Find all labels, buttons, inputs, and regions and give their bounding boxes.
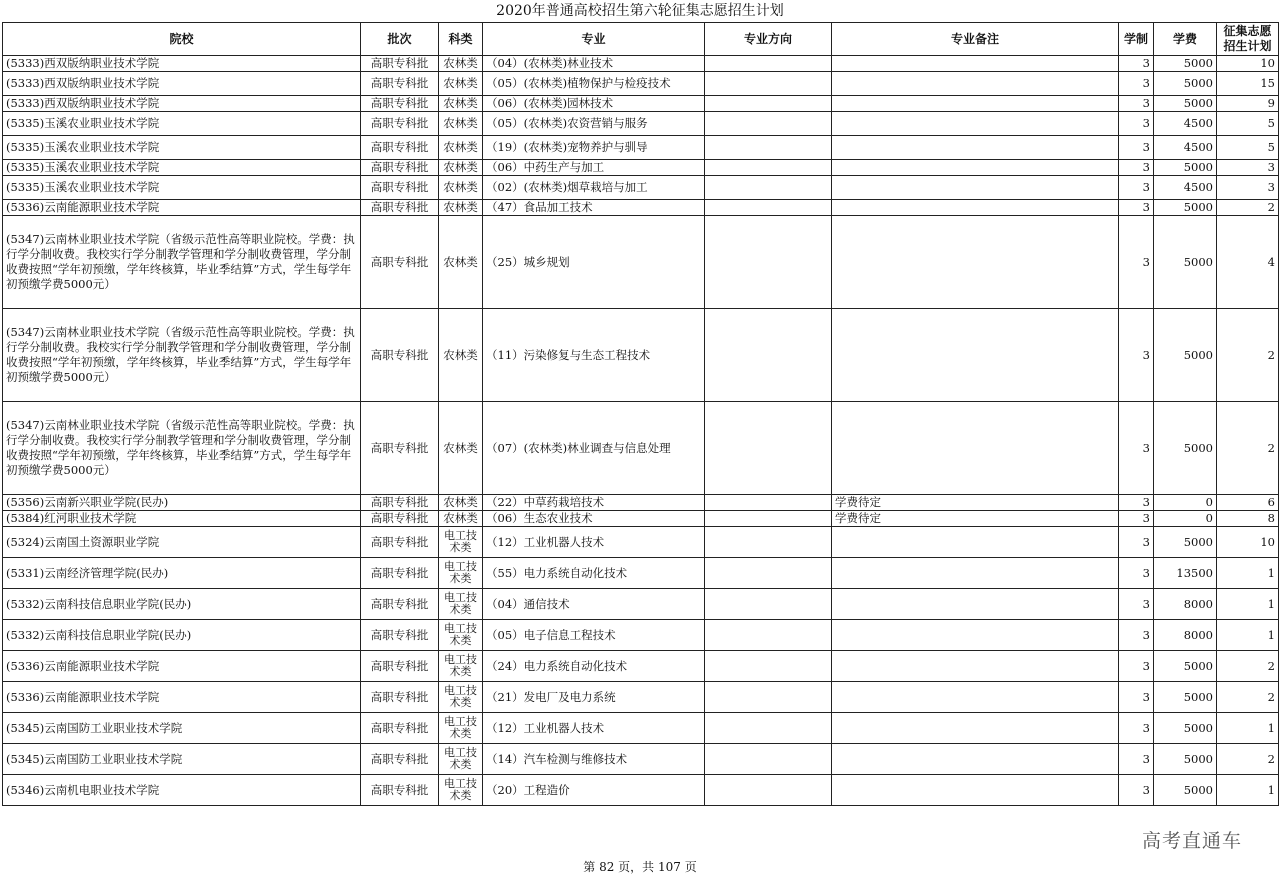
table-row — [3, 713, 1279, 744]
cell-fee: 5000 — [1154, 682, 1217, 713]
cell-direction — [705, 682, 832, 713]
cell-major: （24）电力系统自动化技术 — [483, 651, 705, 682]
cell-fee: 5000 — [1154, 56, 1217, 72]
cell-major: （12）工业机器人技术 — [483, 713, 705, 744]
cell-school: (5324)云南国土资源职业学院 — [3, 527, 361, 558]
cell-category: 电工技术类 — [439, 775, 483, 806]
cell-fee: 0 — [1154, 495, 1217, 511]
cell-note: 学费待定 — [832, 511, 1119, 527]
cell-category: 农林类 — [439, 402, 483, 495]
cell-years: 3 — [1119, 160, 1154, 176]
cell-note — [832, 558, 1119, 589]
cell-note: 学费待定 — [832, 495, 1119, 511]
cell-category: 电工技术类 — [439, 589, 483, 620]
cell-note — [832, 200, 1119, 216]
table-row — [3, 56, 1279, 72]
cell-direction — [705, 620, 832, 651]
table-header-row — [3, 23, 1279, 56]
cell-major: （47）食品加工技术 — [483, 200, 705, 216]
cell-direction — [705, 402, 832, 495]
cell-batch: 高职专科批 — [361, 495, 439, 511]
cell-school: (5356)云南新兴职业学院(民办) — [3, 495, 361, 511]
cell-category: 农林类 — [439, 72, 483, 96]
cell-plan: 8 — [1217, 511, 1279, 527]
watermark: 高考直通车 — [1142, 830, 1243, 852]
cell-years: 3 — [1119, 56, 1154, 72]
cell-direction — [705, 495, 832, 511]
cell-major: （20）工程造价 — [483, 775, 705, 806]
cell-note — [832, 744, 1119, 775]
table-body — [3, 56, 1279, 806]
cell-batch: 高职专科批 — [361, 527, 439, 558]
header-note: 专业备注 — [832, 23, 1119, 56]
cell-category: 电工技术类 — [439, 651, 483, 682]
cell-batch: 高职专科批 — [361, 682, 439, 713]
cell-direction — [705, 216, 832, 309]
cell-plan: 9 — [1217, 96, 1279, 112]
cell-batch: 高职专科批 — [361, 56, 439, 72]
cell-school: (5335)玉溪农业职业技术学院 — [3, 176, 361, 200]
cell-major: （05）(农林类)植物保护与检疫技术 — [483, 72, 705, 96]
cell-school: (5345)云南国防工业职业技术学院 — [3, 744, 361, 775]
cell-school: (5346)云南机电职业技术学院 — [3, 775, 361, 806]
cell-plan: 6 — [1217, 495, 1279, 511]
cell-fee: 5000 — [1154, 402, 1217, 495]
cell-school: (5335)玉溪农业职业技术学院 — [3, 160, 361, 176]
cell-direction — [705, 176, 832, 200]
cell-school: (5333)西双版纳职业技术学院 — [3, 56, 361, 72]
cell-plan: 5 — [1217, 112, 1279, 136]
table-row — [3, 112, 1279, 136]
cell-school: (5384)红河职业技术学院 — [3, 511, 361, 527]
cell-years: 3 — [1119, 72, 1154, 96]
cell-category: 电工技术类 — [439, 744, 483, 775]
cell-note — [832, 176, 1119, 200]
cell-direction — [705, 72, 832, 96]
cell-direction — [705, 136, 832, 160]
page-footer: 第 82 页，共 107 页 — [583, 860, 697, 874]
cell-years: 3 — [1119, 589, 1154, 620]
cell-major: （12）工业机器人技术 — [483, 527, 705, 558]
cell-years: 3 — [1119, 216, 1154, 309]
cell-plan: 2 — [1217, 309, 1279, 402]
cell-note — [832, 216, 1119, 309]
cell-fee: 5000 — [1154, 651, 1217, 682]
cell-years: 3 — [1119, 402, 1154, 495]
cell-fee: 5000 — [1154, 527, 1217, 558]
cell-direction — [705, 713, 832, 744]
cell-school: (5336)云南能源职业技术学院 — [3, 200, 361, 216]
cell-school: (5345)云南国防工业职业技术学院 — [3, 713, 361, 744]
cell-plan: 3 — [1217, 160, 1279, 176]
header-plan: 征集志愿招生计划 — [1217, 23, 1279, 56]
cell-school: (5331)云南经济管理学院(民办) — [3, 558, 361, 589]
cell-years: 3 — [1119, 713, 1154, 744]
cell-fee: 4500 — [1154, 176, 1217, 200]
table-row — [3, 96, 1279, 112]
cell-note — [832, 72, 1119, 96]
header-batch: 批次 — [361, 23, 439, 56]
cell-major: （06）中药生产与加工 — [483, 160, 705, 176]
cell-major: （21）发电厂及电力系统 — [483, 682, 705, 713]
cell-batch: 高职专科批 — [361, 136, 439, 160]
cell-note — [832, 682, 1119, 713]
cell-direction — [705, 775, 832, 806]
cell-category: 农林类 — [439, 200, 483, 216]
cell-batch: 高职专科批 — [361, 775, 439, 806]
cell-school: (5347)云南林业职业技术学院（省级示范性高等职业院校。学费：执行学分制收费。我校实行学分制教学管理和学分制收费管理，学分制收费按照“学年初预缴，学年终核算，毕业季结算”方式，学生每学年初预缴学费5000元） — [3, 402, 361, 495]
cell-major: （19）(农林类)宠物养护与驯导 — [483, 136, 705, 160]
cell-school: (5332)云南科技信息职业学院(民办) — [3, 589, 361, 620]
cell-plan: 2 — [1217, 200, 1279, 216]
cell-years: 3 — [1119, 495, 1154, 511]
cell-direction — [705, 200, 832, 216]
cell-school: (5333)西双版纳职业技术学院 — [3, 96, 361, 112]
cell-fee: 5000 — [1154, 200, 1217, 216]
cell-direction — [705, 96, 832, 112]
cell-major: （02）(农林类)烟草栽培与加工 — [483, 176, 705, 200]
cell-years: 3 — [1119, 682, 1154, 713]
table-row — [3, 744, 1279, 775]
cell-school: (5336)云南能源职业技术学院 — [3, 651, 361, 682]
header-major: 专业 — [483, 23, 705, 56]
cell-major: （07）(农林类)林业调查与信息处理 — [483, 402, 705, 495]
cell-fee: 8000 — [1154, 589, 1217, 620]
cell-major: （14）汽车检测与维修技术 — [483, 744, 705, 775]
cell-note — [832, 713, 1119, 744]
cell-school: (5347)云南林业职业技术学院（省级示范性高等职业院校。学费：执行学分制收费。我校实行学分制教学管理和学分制收费管理，学分制收费按照“学年初预缴，学年终核算，毕业季结算”方式，学生每学年初预缴学费5000元） — [3, 216, 361, 309]
cell-category: 农林类 — [439, 216, 483, 309]
header-years: 学制 — [1119, 23, 1154, 56]
cell-category: 农林类 — [439, 160, 483, 176]
cell-major: （05）(农林类)农资营销与服务 — [483, 112, 705, 136]
cell-direction — [705, 112, 832, 136]
table-row — [3, 136, 1279, 160]
table-row — [3, 402, 1279, 495]
cell-years: 3 — [1119, 112, 1154, 136]
cell-category: 农林类 — [439, 56, 483, 72]
cell-fee: 5000 — [1154, 309, 1217, 402]
cell-fee: 5000 — [1154, 96, 1217, 112]
cell-years: 3 — [1119, 176, 1154, 200]
table-row — [3, 682, 1279, 713]
cell-batch: 高职专科批 — [361, 589, 439, 620]
header-school: 院校 — [3, 23, 361, 56]
cell-fee: 5000 — [1154, 744, 1217, 775]
header-fee: 学费 — [1154, 23, 1217, 56]
cell-major: （22）中草药栽培技术 — [483, 495, 705, 511]
cell-plan: 3 — [1217, 176, 1279, 200]
cell-batch: 高职专科批 — [361, 620, 439, 651]
cell-fee: 5000 — [1154, 713, 1217, 744]
cell-batch: 高职专科批 — [361, 558, 439, 589]
cell-batch: 高职专科批 — [361, 402, 439, 495]
cell-batch: 高职专科批 — [361, 216, 439, 309]
cell-plan: 4 — [1217, 216, 1279, 309]
cell-school: (5336)云南能源职业技术学院 — [3, 682, 361, 713]
cell-years: 3 — [1119, 620, 1154, 651]
cell-plan: 15 — [1217, 72, 1279, 96]
cell-category: 电工技术类 — [439, 558, 483, 589]
cell-plan: 2 — [1217, 402, 1279, 495]
cell-direction — [705, 744, 832, 775]
cell-years: 3 — [1119, 200, 1154, 216]
cell-category: 电工技术类 — [439, 527, 483, 558]
cell-years: 3 — [1119, 511, 1154, 527]
cell-note — [832, 309, 1119, 402]
cell-plan: 1 — [1217, 775, 1279, 806]
header-direction: 专业方向 — [705, 23, 832, 56]
cell-note — [832, 136, 1119, 160]
cell-years: 3 — [1119, 744, 1154, 775]
cell-plan: 10 — [1217, 56, 1279, 72]
table-row — [3, 200, 1279, 216]
cell-batch: 高职专科批 — [361, 96, 439, 112]
cell-note — [832, 620, 1119, 651]
cell-category: 农林类 — [439, 136, 483, 160]
cell-direction — [705, 589, 832, 620]
cell-direction — [705, 511, 832, 527]
cell-direction — [705, 160, 832, 176]
table-row — [3, 216, 1279, 309]
cell-school: (5333)西双版纳职业技术学院 — [3, 72, 361, 96]
cell-fee: 5000 — [1154, 160, 1217, 176]
cell-category: 电工技术类 — [439, 620, 483, 651]
table-row — [3, 620, 1279, 651]
cell-major: （55）电力系统自动化技术 — [483, 558, 705, 589]
cell-school: (5335)玉溪农业职业技术学院 — [3, 112, 361, 136]
cell-category: 农林类 — [439, 495, 483, 511]
cell-years: 3 — [1119, 136, 1154, 160]
cell-batch: 高职专科批 — [361, 744, 439, 775]
cell-batch: 高职专科批 — [361, 309, 439, 402]
cell-batch: 高职专科批 — [361, 112, 439, 136]
cell-fee: 4500 — [1154, 136, 1217, 160]
cell-category: 农林类 — [439, 176, 483, 200]
cell-fee: 5000 — [1154, 216, 1217, 309]
cell-plan: 1 — [1217, 558, 1279, 589]
cell-direction — [705, 651, 832, 682]
cell-school: (5332)云南科技信息职业学院(民办) — [3, 620, 361, 651]
cell-note — [832, 775, 1119, 806]
table-row — [3, 495, 1279, 511]
table-row — [3, 511, 1279, 527]
cell-plan: 2 — [1217, 744, 1279, 775]
cell-batch: 高职专科批 — [361, 200, 439, 216]
cell-years: 3 — [1119, 775, 1154, 806]
cell-major: （06）(农林类)园林技术 — [483, 96, 705, 112]
cell-batch: 高职专科批 — [361, 160, 439, 176]
cell-category: 农林类 — [439, 96, 483, 112]
cell-direction — [705, 56, 832, 72]
cell-major: （04）(农林类)林业技术 — [483, 56, 705, 72]
cell-plan: 5 — [1217, 136, 1279, 160]
cell-note — [832, 56, 1119, 72]
cell-school: (5335)玉溪农业职业技术学院 — [3, 136, 361, 160]
table-row — [3, 160, 1279, 176]
table-row — [3, 558, 1279, 589]
cell-years: 3 — [1119, 558, 1154, 589]
cell-plan: 1 — [1217, 589, 1279, 620]
table-row — [3, 527, 1279, 558]
cell-batch: 高职专科批 — [361, 176, 439, 200]
table-row — [3, 589, 1279, 620]
cell-fee: 8000 — [1154, 620, 1217, 651]
cell-major: （25）城乡规划 — [483, 216, 705, 309]
table-row — [3, 651, 1279, 682]
cell-years: 3 — [1119, 309, 1154, 402]
header-category: 科类 — [439, 23, 483, 56]
cell-batch: 高职专科批 — [361, 72, 439, 96]
cell-plan: 1 — [1217, 620, 1279, 651]
cell-note — [832, 160, 1119, 176]
cell-major: （05）电子信息工程技术 — [483, 620, 705, 651]
cell-direction — [705, 309, 832, 402]
cell-plan: 2 — [1217, 651, 1279, 682]
table-row — [3, 176, 1279, 200]
cell-category: 农林类 — [439, 511, 483, 527]
cell-batch: 高职专科批 — [361, 713, 439, 744]
cell-fee: 5000 — [1154, 72, 1217, 96]
cell-note — [832, 527, 1119, 558]
enrollment-plan-table — [2, 22, 1279, 806]
cell-note — [832, 96, 1119, 112]
cell-major: （06）生态农业技术 — [483, 511, 705, 527]
cell-fee: 0 — [1154, 511, 1217, 527]
cell-batch: 高职专科批 — [361, 511, 439, 527]
cell-direction — [705, 558, 832, 589]
cell-category: 电工技术类 — [439, 713, 483, 744]
table-row — [3, 309, 1279, 402]
table-row — [3, 775, 1279, 806]
cell-note — [832, 589, 1119, 620]
cell-fee: 5000 — [1154, 775, 1217, 806]
cell-major: （11）污染修复与生态工程技术 — [483, 309, 705, 402]
cell-batch: 高职专科批 — [361, 651, 439, 682]
cell-plan: 10 — [1217, 527, 1279, 558]
table-row — [3, 72, 1279, 96]
cell-years: 3 — [1119, 527, 1154, 558]
cell-category: 农林类 — [439, 112, 483, 136]
cell-fee: 13500 — [1154, 558, 1217, 589]
cell-school: (5347)云南林业职业技术学院（省级示范性高等职业院校。学费：执行学分制收费。我校实行学分制教学管理和学分制收费管理，学分制收费按照“学年初预缴，学年终核算，毕业季结算”方式，学生每学年初预缴学费5000元） — [3, 309, 361, 402]
cell-fee: 4500 — [1154, 112, 1217, 136]
cell-category: 电工技术类 — [439, 682, 483, 713]
cell-plan: 2 — [1217, 682, 1279, 713]
cell-note — [832, 402, 1119, 495]
page-title: 2020年普通高校招生第六轮征集志愿招生计划 — [496, 3, 784, 19]
cell-major: （04）通信技术 — [483, 589, 705, 620]
cell-note — [832, 651, 1119, 682]
cell-note — [832, 112, 1119, 136]
cell-category: 农林类 — [439, 309, 483, 402]
cell-plan: 1 — [1217, 713, 1279, 744]
cell-years: 3 — [1119, 651, 1154, 682]
cell-direction — [705, 527, 832, 558]
cell-years: 3 — [1119, 96, 1154, 112]
